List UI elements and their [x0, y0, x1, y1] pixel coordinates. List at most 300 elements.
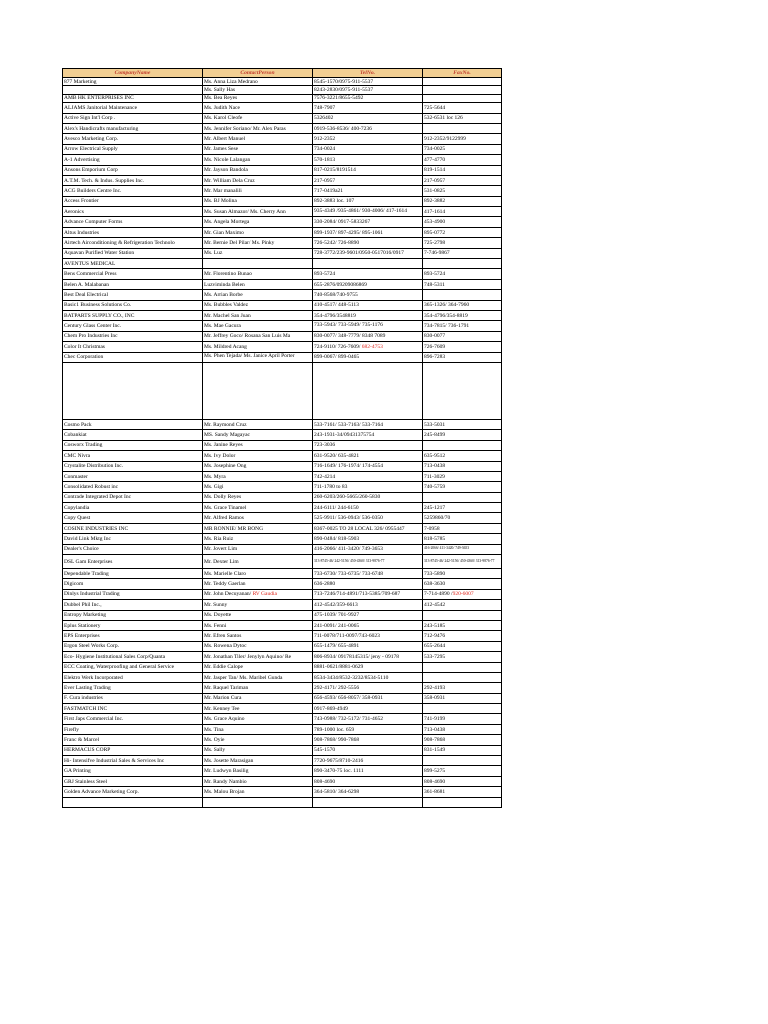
company-name-cell[interactable]	[63, 704, 203, 714]
fax-no-cell[interactable]	[423, 503, 502, 513]
contact-person-cell[interactable]	[203, 672, 313, 682]
fax-no-cell[interactable]	[423, 569, 502, 579]
company-name-cell[interactable]	[63, 123, 203, 133]
company-name-cell[interactable]	[63, 321, 203, 331]
table-row[interactable]	[63, 342, 502, 352]
contact-person-cell[interactable]	[203, 227, 313, 237]
table-row[interactable]	[63, 641, 502, 651]
contact-person-cell[interactable]	[203, 300, 313, 310]
fax-no-cell[interactable]	[423, 683, 502, 693]
table-row[interactable]	[63, 693, 502, 703]
table-row[interactable]	[63, 745, 502, 755]
tel-no-cell[interactable]	[313, 482, 423, 492]
contact-person-cell[interactable]	[203, 610, 313, 620]
tel-no-cell[interactable]	[313, 704, 423, 714]
tel-no-cell[interactable]	[313, 724, 423, 734]
company-name-cell[interactable]	[63, 544, 203, 554]
table-row[interactable]	[63, 144, 502, 154]
tel-no-cell[interactable]	[313, 693, 423, 703]
table-row[interactable]	[63, 662, 502, 672]
tel-no-cell[interactable]	[313, 144, 423, 154]
contact-person-cell[interactable]	[203, 103, 313, 113]
table-row[interactable]	[63, 766, 502, 776]
fax-no-cell[interactable]	[423, 523, 502, 533]
company-name-cell[interactable]	[63, 419, 203, 429]
fax-no-cell[interactable]	[423, 555, 502, 569]
contact-person-cell[interactable]	[203, 290, 313, 300]
contact-person-cell[interactable]	[203, 86, 313, 94]
fax-no-cell[interactable]	[423, 123, 502, 133]
table-row[interactable]	[63, 724, 502, 734]
header-tel-no[interactable]: TelNo.	[313, 69, 423, 78]
table-row[interactable]	[63, 134, 502, 144]
fax-no-cell[interactable]	[423, 94, 502, 102]
table-row[interactable]	[63, 704, 502, 714]
company-name-cell[interactable]	[63, 155, 203, 165]
contact-person-cell[interactable]	[203, 589, 313, 599]
contact-person-cell[interactable]	[203, 631, 313, 641]
company-name-cell[interactable]	[63, 144, 203, 154]
tel-no-cell[interactable]	[313, 227, 423, 237]
tel-no-cell[interactable]	[313, 248, 423, 258]
fax-no-cell[interactable]	[423, 641, 502, 651]
tel-no-cell[interactable]	[313, 238, 423, 248]
table-row[interactable]	[63, 589, 502, 599]
contact-person-cell[interactable]	[203, 544, 313, 554]
fax-no-cell[interactable]	[423, 724, 502, 734]
table-row[interactable]	[63, 620, 502, 630]
company-name-cell[interactable]	[63, 86, 203, 94]
company-name-cell[interactable]	[63, 756, 203, 766]
tel-no-cell[interactable]	[313, 797, 423, 807]
company-name-cell[interactable]	[63, 248, 203, 258]
contact-person-cell[interactable]	[203, 471, 313, 481]
fax-no-cell[interactable]	[423, 227, 502, 237]
table-row[interactable]	[63, 714, 502, 724]
company-name-cell[interactable]	[63, 269, 203, 279]
table-row[interactable]	[63, 461, 502, 471]
company-name-cell[interactable]	[63, 352, 203, 362]
table-row[interactable]	[63, 569, 502, 579]
tel-no-cell[interactable]	[313, 756, 423, 766]
contact-person-cell[interactable]	[203, 238, 313, 248]
fax-no-cell[interactable]	[423, 155, 502, 165]
contact-person-cell[interactable]	[203, 362, 313, 419]
tel-no-cell[interactable]	[313, 555, 423, 569]
fax-no-cell[interactable]	[423, 600, 502, 610]
table-row[interactable]	[63, 352, 502, 362]
company-name-cell[interactable]	[63, 103, 203, 113]
fax-no-cell[interactable]	[423, 631, 502, 641]
tel-no-cell[interactable]	[313, 310, 423, 320]
table-row[interactable]	[63, 310, 502, 320]
table-row[interactable]	[63, 600, 502, 610]
tel-no-cell[interactable]	[313, 352, 423, 362]
tel-no-cell[interactable]	[313, 113, 423, 123]
table-row[interactable]	[63, 165, 502, 175]
tel-no-cell[interactable]	[313, 419, 423, 429]
tel-no-cell[interactable]	[313, 766, 423, 776]
table-row[interactable]	[63, 155, 502, 165]
fax-no-cell[interactable]	[423, 534, 502, 544]
tel-no-cell[interactable]	[313, 300, 423, 310]
contact-person-cell[interactable]	[203, 279, 313, 289]
company-name-cell[interactable]	[63, 78, 203, 86]
tel-no-cell[interactable]	[313, 589, 423, 599]
contact-person-cell[interactable]	[203, 735, 313, 745]
contact-person-cell[interactable]	[203, 600, 313, 610]
fax-no-cell[interactable]	[423, 756, 502, 766]
contact-person-cell[interactable]	[203, 310, 313, 320]
contact-person-cell[interactable]	[203, 503, 313, 513]
tel-no-cell[interactable]	[313, 672, 423, 682]
fax-no-cell[interactable]	[423, 290, 502, 300]
fax-no-cell[interactable]	[423, 451, 502, 461]
table-row[interactable]	[63, 672, 502, 682]
contact-person-cell[interactable]	[203, 196, 313, 206]
company-name-cell[interactable]	[63, 259, 203, 269]
fax-no-cell[interactable]	[423, 662, 502, 672]
company-name-cell[interactable]	[63, 652, 203, 662]
table-row[interactable]	[63, 735, 502, 745]
company-name-cell[interactable]	[63, 440, 203, 450]
tel-no-cell[interactable]	[313, 641, 423, 651]
company-name-cell[interactable]	[63, 482, 203, 492]
table-row[interactable]	[63, 331, 502, 341]
header-company-name[interactable]: CompanyName	[63, 69, 203, 78]
company-name-cell[interactable]	[63, 693, 203, 703]
tel-no-cell[interactable]	[313, 652, 423, 662]
fax-no-cell[interactable]	[423, 440, 502, 450]
contact-person-cell[interactable]	[203, 652, 313, 662]
fax-no-cell[interactable]	[423, 797, 502, 807]
company-name-cell[interactable]	[63, 492, 203, 502]
company-name-cell[interactable]	[63, 113, 203, 123]
tel-no-cell[interactable]	[313, 503, 423, 513]
fax-no-cell[interactable]	[423, 787, 502, 797]
tel-no-cell[interactable]	[313, 569, 423, 579]
fax-no-cell[interactable]	[423, 735, 502, 745]
company-name-cell[interactable]	[63, 672, 203, 682]
company-name-cell[interactable]	[63, 471, 203, 481]
table-row[interactable]	[63, 471, 502, 481]
table-row[interactable]	[63, 103, 502, 113]
table-row[interactable]	[63, 196, 502, 206]
tel-no-cell[interactable]	[313, 259, 423, 269]
company-name-cell[interactable]	[63, 165, 203, 175]
fax-no-cell[interactable]	[423, 419, 502, 429]
contact-person-cell[interactable]	[203, 321, 313, 331]
contact-person-cell[interactable]	[203, 134, 313, 144]
fax-no-cell[interactable]	[423, 492, 502, 502]
company-name-cell[interactable]	[63, 94, 203, 102]
table-row[interactable]	[63, 482, 502, 492]
company-name-cell[interactable]	[63, 776, 203, 786]
table-row[interactable]	[63, 440, 502, 450]
tel-no-cell[interactable]	[313, 103, 423, 113]
table-row[interactable]	[63, 534, 502, 544]
company-name-cell[interactable]	[63, 523, 203, 533]
table-row[interactable]	[63, 579, 502, 589]
tel-no-cell[interactable]	[313, 662, 423, 672]
company-name-cell[interactable]	[63, 589, 203, 599]
table-row[interactable]	[63, 290, 502, 300]
contact-person-cell[interactable]	[203, 776, 313, 786]
fax-no-cell[interactable]	[423, 461, 502, 471]
tel-no-cell[interactable]	[313, 492, 423, 502]
table-row[interactable]	[63, 756, 502, 766]
tel-no-cell[interactable]	[313, 331, 423, 341]
fax-no-cell[interactable]	[423, 766, 502, 776]
table-row[interactable]	[63, 217, 502, 227]
table-row[interactable]	[63, 451, 502, 461]
tel-no-cell[interactable]	[313, 155, 423, 165]
company-name-cell[interactable]	[63, 534, 203, 544]
table-row[interactable]	[63, 513, 502, 523]
company-name-cell[interactable]	[63, 569, 203, 579]
table-row[interactable]	[63, 683, 502, 693]
fax-no-cell[interactable]	[423, 513, 502, 523]
fax-no-cell[interactable]	[423, 238, 502, 248]
table-row[interactable]	[63, 113, 502, 123]
contact-person-cell[interactable]	[203, 144, 313, 154]
fax-no-cell[interactable]	[423, 544, 502, 554]
contact-person-cell[interactable]	[203, 579, 313, 589]
tel-no-cell[interactable]	[313, 610, 423, 620]
company-name-cell[interactable]	[63, 766, 203, 776]
contact-person-cell[interactable]	[203, 331, 313, 341]
company-name-cell[interactable]	[63, 207, 203, 217]
table-row[interactable]	[63, 555, 502, 569]
tel-no-cell[interactable]	[313, 440, 423, 450]
table-row[interactable]	[63, 248, 502, 258]
company-name-cell[interactable]	[63, 362, 203, 419]
table-row[interactable]	[63, 227, 502, 237]
tel-no-cell[interactable]	[313, 631, 423, 641]
fax-no-cell[interactable]	[423, 704, 502, 714]
tel-no-cell[interactable]	[313, 544, 423, 554]
contact-person-cell[interactable]	[203, 94, 313, 102]
fax-no-cell[interactable]	[423, 693, 502, 703]
company-name-cell[interactable]	[63, 227, 203, 237]
contact-person-cell[interactable]	[203, 248, 313, 258]
tel-no-cell[interactable]	[313, 534, 423, 544]
fax-no-cell[interactable]	[423, 589, 502, 599]
contact-person-cell[interactable]	[203, 461, 313, 471]
company-name-cell[interactable]	[63, 331, 203, 341]
fax-no-cell[interactable]	[423, 482, 502, 492]
tel-no-cell[interactable]	[313, 600, 423, 610]
fax-no-cell[interactable]	[423, 269, 502, 279]
table-row[interactable]	[63, 207, 502, 217]
fax-no-cell[interactable]	[423, 745, 502, 755]
company-name-cell[interactable]	[63, 745, 203, 755]
contact-person-cell[interactable]	[203, 513, 313, 523]
table-row[interactable]	[63, 269, 502, 279]
contact-person-cell[interactable]	[203, 342, 313, 352]
table-row[interactable]	[63, 544, 502, 554]
header-contact-person[interactable]: ContactPerson	[203, 69, 313, 78]
company-name-cell[interactable]	[63, 620, 203, 630]
contact-person-cell[interactable]	[203, 555, 313, 569]
tel-no-cell[interactable]	[313, 461, 423, 471]
company-name-cell[interactable]	[63, 196, 203, 206]
company-name-cell[interactable]	[63, 724, 203, 734]
contact-person-cell[interactable]	[203, 745, 313, 755]
fax-no-cell[interactable]	[423, 342, 502, 352]
company-name-cell[interactable]	[63, 797, 203, 807]
tel-no-cell[interactable]	[313, 86, 423, 94]
table-row[interactable]	[63, 631, 502, 641]
table-row[interactable]	[63, 652, 502, 662]
table-row[interactable]	[63, 78, 502, 86]
fax-no-cell[interactable]	[423, 186, 502, 196]
company-name-cell[interactable]	[63, 451, 203, 461]
fax-no-cell[interactable]	[423, 259, 502, 269]
fax-no-cell[interactable]	[423, 430, 502, 440]
contact-person-cell[interactable]	[203, 787, 313, 797]
contact-person-cell[interactable]	[203, 259, 313, 269]
fax-no-cell[interactable]	[423, 103, 502, 113]
contact-person-cell[interactable]	[203, 641, 313, 651]
contact-person-cell[interactable]	[203, 534, 313, 544]
company-name-cell[interactable]	[63, 683, 203, 693]
contact-person-cell[interactable]	[203, 569, 313, 579]
tel-no-cell[interactable]	[313, 123, 423, 133]
contact-person-cell[interactable]	[203, 724, 313, 734]
tel-no-cell[interactable]	[313, 471, 423, 481]
contact-person-cell[interactable]	[203, 217, 313, 227]
contact-person-cell[interactable]	[203, 186, 313, 196]
tel-no-cell[interactable]	[313, 787, 423, 797]
tel-no-cell[interactable]	[313, 269, 423, 279]
contact-person-cell[interactable]	[203, 165, 313, 175]
table-row[interactable]	[63, 610, 502, 620]
fax-no-cell[interactable]	[423, 217, 502, 227]
contact-person-cell[interactable]	[203, 419, 313, 429]
tel-no-cell[interactable]	[313, 321, 423, 331]
fax-no-cell[interactable]	[423, 620, 502, 630]
fax-no-cell[interactable]	[423, 776, 502, 786]
tel-no-cell[interactable]	[313, 165, 423, 175]
company-name-cell[interactable]	[63, 555, 203, 569]
table-row[interactable]	[63, 321, 502, 331]
tel-no-cell[interactable]	[313, 451, 423, 461]
company-name-cell[interactable]	[63, 579, 203, 589]
company-name-cell[interactable]	[63, 217, 203, 227]
tel-no-cell[interactable]	[313, 186, 423, 196]
contact-person-cell[interactable]	[203, 440, 313, 450]
table-row[interactable]	[63, 259, 502, 269]
tel-no-cell[interactable]	[313, 362, 423, 419]
company-name-cell[interactable]	[63, 787, 203, 797]
contact-person-cell[interactable]	[203, 714, 313, 724]
fax-no-cell[interactable]	[423, 652, 502, 662]
tel-no-cell[interactable]	[313, 430, 423, 440]
contact-person-cell[interactable]	[203, 704, 313, 714]
fax-no-cell[interactable]	[423, 310, 502, 320]
company-name-cell[interactable]	[63, 342, 203, 352]
table-row[interactable]	[63, 175, 502, 185]
tel-no-cell[interactable]	[313, 579, 423, 589]
tel-no-cell[interactable]	[313, 620, 423, 630]
fax-no-cell[interactable]	[423, 207, 502, 217]
tel-no-cell[interactable]	[313, 94, 423, 102]
fax-no-cell[interactable]	[423, 672, 502, 682]
fax-no-cell[interactable]	[423, 86, 502, 94]
company-name-cell[interactable]	[63, 279, 203, 289]
table-row[interactable]	[63, 279, 502, 289]
table-row[interactable]	[63, 503, 502, 513]
table-row[interactable]	[63, 776, 502, 786]
table-row[interactable]	[63, 123, 502, 133]
table-row[interactable]	[63, 787, 502, 797]
tel-no-cell[interactable]	[313, 279, 423, 289]
fax-no-cell[interactable]	[423, 471, 502, 481]
company-name-cell[interactable]	[63, 461, 203, 471]
table-row[interactable]	[63, 419, 502, 429]
tel-no-cell[interactable]	[313, 683, 423, 693]
contact-person-cell[interactable]	[203, 155, 313, 165]
company-name-cell[interactable]	[63, 641, 203, 651]
contact-person-cell[interactable]	[203, 78, 313, 86]
contact-person-cell[interactable]	[203, 756, 313, 766]
contact-person-cell[interactable]	[203, 662, 313, 672]
company-name-cell[interactable]	[63, 290, 203, 300]
contact-person-cell[interactable]	[203, 523, 313, 533]
fax-no-cell[interactable]	[423, 579, 502, 589]
fax-no-cell[interactable]	[423, 331, 502, 341]
company-name-cell[interactable]	[63, 714, 203, 724]
table-row[interactable]	[63, 94, 502, 102]
fax-no-cell[interactable]	[423, 196, 502, 206]
contact-person-cell[interactable]	[203, 352, 313, 362]
tel-no-cell[interactable]	[313, 217, 423, 227]
tel-no-cell[interactable]	[313, 745, 423, 755]
tel-no-cell[interactable]	[313, 134, 423, 144]
fax-no-cell[interactable]	[423, 175, 502, 185]
contact-person-cell[interactable]	[203, 451, 313, 461]
tel-no-cell[interactable]	[313, 196, 423, 206]
fax-no-cell[interactable]	[423, 300, 502, 310]
tel-no-cell[interactable]	[313, 207, 423, 217]
company-name-cell[interactable]	[63, 430, 203, 440]
tel-no-cell[interactable]	[313, 175, 423, 185]
table-row[interactable]	[63, 430, 502, 440]
company-name-cell[interactable]	[63, 238, 203, 248]
table-row[interactable]	[63, 238, 502, 248]
table-row[interactable]	[63, 300, 502, 310]
contact-person-cell[interactable]	[203, 620, 313, 630]
company-name-cell[interactable]	[63, 503, 203, 513]
fax-no-cell[interactable]	[423, 165, 502, 175]
contact-person-cell[interactable]	[203, 693, 313, 703]
fax-no-cell[interactable]	[423, 279, 502, 289]
table-row[interactable]	[63, 186, 502, 196]
tel-no-cell[interactable]	[313, 523, 423, 533]
fax-no-cell[interactable]	[423, 248, 502, 258]
fax-no-cell[interactable]	[423, 321, 502, 331]
company-name-cell[interactable]	[63, 175, 203, 185]
company-name-cell[interactable]	[63, 134, 203, 144]
tel-no-cell[interactable]	[313, 735, 423, 745]
contact-person-cell[interactable]	[203, 492, 313, 502]
fax-no-cell[interactable]	[423, 362, 502, 419]
contact-person-cell[interactable]	[203, 797, 313, 807]
header-fax-no[interactable]: FaxNo.	[423, 69, 502, 78]
tel-no-cell[interactable]	[313, 78, 423, 86]
tel-no-cell[interactable]	[313, 290, 423, 300]
